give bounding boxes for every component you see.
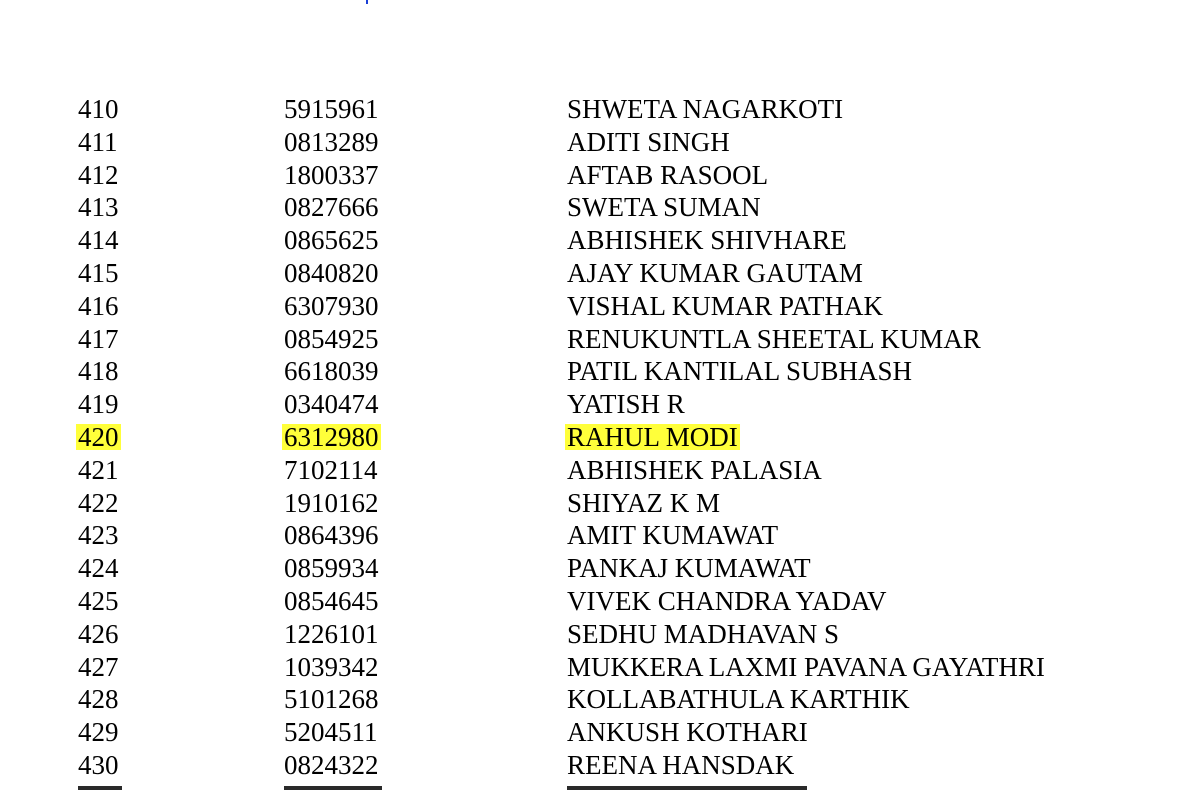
serial-number-text: 418 (78, 356, 119, 387)
roll-number (284, 191, 379, 224)
table-row (0, 519, 1200, 552)
roll-number (284, 323, 379, 356)
serial-number (78, 93, 119, 126)
serial-number (78, 585, 119, 618)
roll-number-text: 6312980 (284, 421, 379, 452)
candidate-name (567, 585, 887, 618)
top-edge-mark (366, 0, 368, 4)
serial-number (78, 191, 119, 224)
candidate-name (567, 749, 794, 782)
candidate-name (567, 487, 720, 520)
roll-number (284, 159, 379, 192)
roll-number (284, 290, 379, 323)
roll-number-text: 0340474 (284, 389, 379, 420)
table-row (0, 618, 1200, 651)
roll-number-text: 0827666 (284, 192, 379, 223)
serial-number (78, 519, 119, 552)
table-row (0, 487, 1200, 520)
candidate-name-text: SHWETA NAGARKOTI (567, 94, 844, 124)
serial-number-text: 423 (78, 520, 119, 551)
roll-number (284, 585, 379, 618)
candidate-name-text: PANKAJ KUMAWAT (567, 553, 811, 584)
table-row (0, 683, 1200, 716)
table-row (0, 159, 1200, 192)
roll-number-text: 0864396 (284, 520, 379, 551)
candidate-name-text: AFTAB RASOOL (567, 159, 769, 190)
roll-number-text: 6618039 (284, 356, 379, 387)
cut-off-row (0, 782, 1200, 790)
table-row (0, 191, 1200, 224)
serial-number (78, 290, 119, 323)
table-row (0, 552, 1200, 585)
serial-number-text: 420 (78, 421, 119, 452)
roll-number (284, 716, 378, 749)
roll-number (284, 388, 379, 421)
candidate-name (567, 224, 847, 257)
serial-number-text: 414 (78, 225, 119, 256)
serial-number-text: 427 (78, 651, 119, 682)
serial-number-text: 421 (78, 454, 119, 485)
candidate-name (567, 651, 1045, 684)
serial-number (78, 618, 119, 651)
serial-number-text: 410 (78, 94, 119, 124)
candidate-name (567, 355, 912, 388)
table-row (0, 224, 1200, 257)
serial-number-text: 426 (78, 618, 119, 649)
roll-number-text: 7102114 (284, 454, 378, 485)
result-list (0, 93, 1200, 782)
serial-number-text: 422 (78, 487, 119, 518)
serial-number-text: 411 (78, 126, 118, 157)
candidate-name-text: SHIYAZ K M (567, 487, 721, 518)
serial-number-text: 430 (78, 749, 119, 780)
roll-number-text: 1226101 (284, 618, 379, 649)
candidate-name (567, 519, 778, 552)
roll-number-text: 6307930 (284, 290, 379, 321)
candidate-name (567, 388, 685, 421)
candidate-name (567, 159, 768, 192)
roll-number (284, 454, 378, 487)
roll-number (284, 683, 379, 716)
candidate-name (567, 323, 981, 356)
roll-number (284, 224, 379, 257)
roll-number (284, 519, 379, 552)
candidate-name-text: SEDHU MADHAVAN S (567, 618, 840, 649)
roll-number (284, 651, 379, 684)
serial-number (78, 749, 119, 782)
serial-number-text: 429 (78, 717, 119, 748)
table-row (0, 290, 1200, 323)
roll-number-text: 0854645 (284, 585, 379, 616)
roll-number (284, 618, 379, 651)
roll-number-text: 5204511 (284, 717, 378, 748)
serial-number (78, 257, 119, 290)
serial-number-text: 412 (78, 159, 119, 190)
serial-number-text: 413 (78, 192, 119, 223)
table-row (0, 93, 1200, 126)
roll-number (284, 355, 379, 388)
roll-number (284, 487, 379, 520)
candidate-name-text: KOLLABATHULA KARTHIK (567, 684, 910, 715)
candidate-name (567, 126, 730, 159)
candidate-name (567, 191, 761, 224)
roll-number-text: 0813289 (284, 126, 379, 157)
candidate-name (567, 552, 811, 585)
candidate-name-text: RAHUL MODI (567, 421, 738, 452)
roll-number (284, 126, 379, 159)
candidate-name-text: PATIL KANTILAL SUBHASH (567, 356, 913, 387)
candidate-name (567, 93, 843, 126)
serial-number-text: 416 (78, 290, 119, 321)
roll-number-text: 0840820 (284, 257, 379, 288)
serial-number (78, 224, 119, 257)
table-row (0, 454, 1200, 487)
candidate-name (567, 290, 883, 323)
serial-number (78, 355, 119, 388)
roll-number-text: 0865625 (284, 225, 379, 256)
serial-number-text: 428 (78, 684, 119, 715)
candidate-name-text: ADITI SINGH (567, 126, 730, 157)
candidate-name-text: RENUKUNTLA SHEETAL KUMAR (567, 323, 981, 354)
table-row (0, 585, 1200, 618)
candidate-name-text: VISHAL KUMAR PATHAK (567, 290, 884, 321)
roll-number-text: 5915961 (284, 94, 379, 124)
candidate-name-text: AJAY KUMAR GAUTAM (567, 257, 863, 288)
roll-number-text: 0859934 (284, 553, 379, 584)
serial-number-text: 415 (78, 257, 119, 288)
serial-number (78, 683, 119, 716)
roll-number (284, 749, 379, 782)
roll-number (284, 257, 379, 290)
cut-off-sno-stub (78, 786, 122, 790)
serial-number-text: 424 (78, 553, 119, 584)
table-row (0, 323, 1200, 356)
candidate-name-text: ABHISHEK SHIVHARE (567, 225, 847, 256)
roll-number-text: 1039342 (284, 651, 379, 682)
table-row (0, 716, 1200, 749)
table-row (0, 388, 1200, 421)
serial-number-text: 419 (78, 389, 119, 420)
candidate-name-text: YATISH R (567, 389, 685, 420)
candidate-name (567, 454, 822, 487)
candidate-name-text: AMIT KUMAWAT (567, 520, 779, 551)
serial-number (78, 388, 119, 421)
roll-number-text: 1800337 (284, 159, 379, 190)
candidate-name (567, 716, 808, 749)
candidate-name-text: ABHISHEK PALASIA (567, 454, 822, 485)
roll-number-text: 5101268 (284, 684, 379, 715)
serial-number (78, 159, 119, 192)
serial-number (78, 126, 118, 159)
roll-number (284, 421, 381, 454)
candidate-name-text: VIVEK CHANDRA YADAV (567, 585, 887, 616)
candidate-name-text: MUKKERA LAXMI PAVANA GAYATHRI (567, 651, 1045, 682)
table-row (0, 355, 1200, 388)
roll-number (284, 93, 379, 126)
serial-number-text: 425 (78, 585, 119, 616)
candidate-name-text: REENA HANSDAK (567, 749, 795, 780)
roll-number (284, 552, 379, 585)
table-row (0, 126, 1200, 159)
roll-number-text: 1910162 (284, 487, 379, 518)
cut-off-roll-stub (284, 786, 382, 790)
table-row-highlighted (0, 421, 1200, 454)
serial-number (78, 487, 119, 520)
table-row (0, 749, 1200, 782)
candidate-name (567, 618, 839, 651)
serial-number-text: 417 (78, 323, 119, 354)
serial-number (78, 421, 121, 454)
roll-number-text: 0824322 (284, 749, 379, 780)
serial-number (78, 651, 119, 684)
roll-number-text: 0854925 (284, 323, 379, 354)
cut-off-name-stub (567, 786, 807, 790)
table-row (0, 651, 1200, 684)
serial-number (78, 454, 119, 487)
serial-number (78, 716, 119, 749)
candidate-name (567, 421, 740, 454)
serial-number (78, 323, 119, 356)
table-row (0, 257, 1200, 290)
serial-number (78, 552, 119, 585)
candidate-name-text: SWETA SUMAN (567, 192, 761, 223)
candidate-name (567, 257, 863, 290)
candidate-name (567, 683, 910, 716)
candidate-name-text: ANKUSH KOTHARI (567, 717, 808, 748)
